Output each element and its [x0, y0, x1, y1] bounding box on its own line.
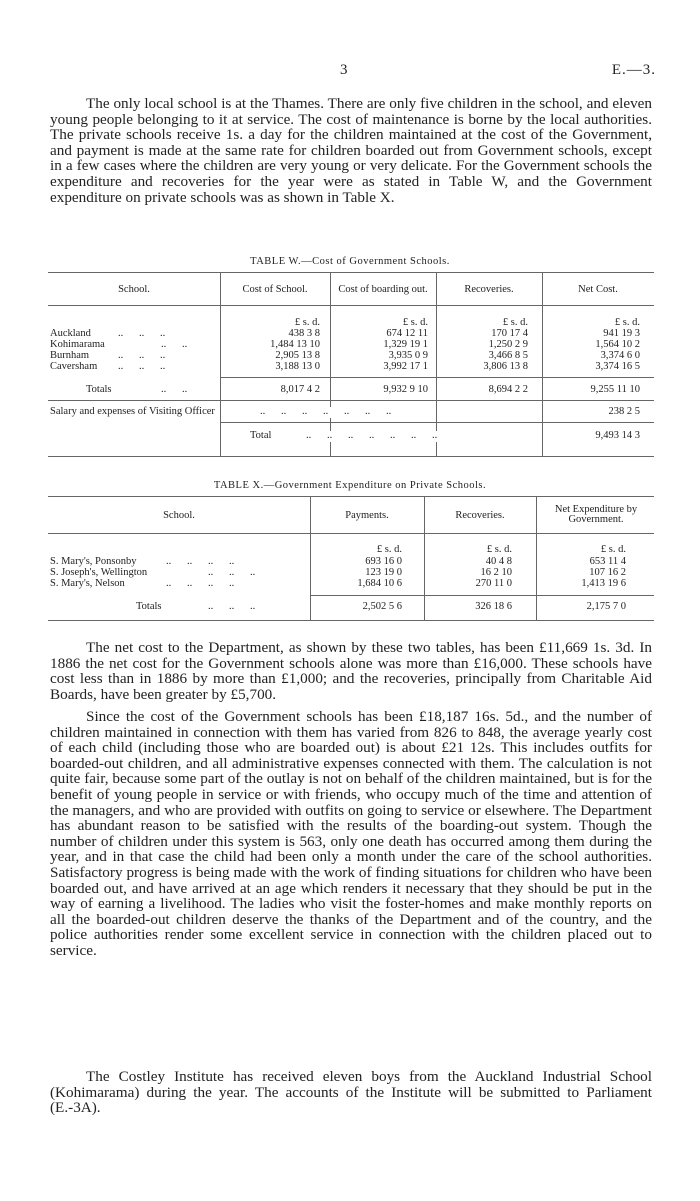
- table-x-units: £ s. d.: [376, 544, 402, 555]
- totals-label: Totals: [136, 601, 162, 612]
- boarding-value: 1,329 19 1: [383, 339, 428, 350]
- school-name: S. Joseph's, Wellington: [50, 567, 148, 578]
- table-w-divider: [220, 272, 221, 456]
- dot-leader: .. .. .. ..: [166, 556, 235, 567]
- cost-value: 3,188 13 0: [275, 361, 320, 372]
- cost-value: 438 3 8: [288, 328, 320, 339]
- school-name: Kohimarama: [50, 339, 105, 350]
- net-value: 1,413 19 6: [581, 578, 626, 589]
- boarding-total: 9,932 9 10: [383, 384, 428, 395]
- dot-leader: .. ..: [161, 339, 188, 350]
- net-value: 653 11 4: [589, 556, 626, 567]
- table-w-divider: [542, 272, 543, 456]
- paragraph-costley-institute: The Costley Institute has received eleven boys from the Auckland Industrial School (Kohimarama) during the year. The accounts of the Institute will be submitted to Parliament (E.-3A).: [50, 1068, 652, 1117]
- cost-total: 8,017 4 2: [280, 384, 320, 395]
- dot-leader: .. .. .. .. .. .. ..: [260, 406, 392, 417]
- salary-net: 238 2 5: [608, 406, 640, 417]
- cost-value: 1,484 13 10: [270, 339, 320, 350]
- table-x-header-payments: Payments.: [345, 510, 389, 521]
- table-w-divider: [330, 272, 331, 456]
- table-x-top-rule: [48, 496, 654, 497]
- table-x-units: £ s. d.: [486, 544, 512, 555]
- dot-leader: .. .. .. .. .. .. ..: [306, 430, 438, 441]
- recoveries-value: 1,250 2 9: [488, 339, 528, 350]
- recoveries-value: 3,466 8 5: [488, 350, 528, 361]
- table-x-header-school: School.: [163, 510, 195, 521]
- page-number: 3: [340, 62, 348, 78]
- table-x-divider: [536, 496, 537, 620]
- paragraph-cost-analysis: Since the cost of the Government schools has been £18,187 16s. 5d., and the number of children maintained in connection with them has varied from 826 to 848, the average yearly cost of each child (including those who are boarded out) is about £21 12s. This includes outfits for boarded-out children, and all administrative expenses connected with them. The calculation is not quite fair, because some part of the outlay is not on behalf of the children maintained, but is for the benefit of young people in service or with friends, who occupy much of the time and attention of the managers, and who are provided with outfits on going to service or elsewhere. The Department has abundant reason to be satisfied with the results of the boarding-out system. Though the number of children under this system is 563, only one death has occurred among them during the year, and in that case the child had been only a month under the care of the school authorities. Satisfactory progress is being made with the work of finding situations for children who have been boarded out, and have arrived at an age which renders it necessary that they should be put in the way of earning a livelihood. The ladies who visit the foster-homes and make monthly reports on all the boarded-out children deserve the thanks of the Department and of the country, and the police authorities render some excellent service in connection with the children placed out to service.: [50, 708, 652, 959]
- net-value: 3,374 16 5: [595, 361, 640, 372]
- grand-total-net: 9,493 14 3: [595, 430, 640, 441]
- school-name: S. Mary's, Nelson: [50, 578, 125, 589]
- recoveries-value: 40 4 8: [485, 556, 512, 567]
- table-x-sum-rule: [310, 595, 654, 596]
- total-label: Total: [250, 430, 272, 441]
- school-name: S. Mary's, Ponsonby: [50, 556, 137, 567]
- table-w-caption: TABLE W.—Cost of Government Schools.: [250, 256, 450, 267]
- net-total: 9,255 11 10: [590, 384, 640, 395]
- boarding-value: 674 12 11: [386, 328, 428, 339]
- table-w-header-recoveries: Recoveries.: [464, 284, 514, 295]
- recoveries-total: 8,694 2 2: [488, 384, 528, 395]
- table-w-units: £ s. d.: [614, 317, 640, 328]
- table-x-header-recoveries: Recoveries.: [455, 510, 505, 521]
- dot-leader: .. .. ..: [118, 350, 166, 361]
- dot-leader: .. .. ..: [208, 601, 256, 612]
- payments-value: 123 19 0: [365, 567, 402, 578]
- recoveries-value: 16 2 10: [480, 567, 512, 578]
- payments-total: 2,502 5 6: [362, 601, 402, 612]
- net-value: 1,564 10 2: [595, 339, 640, 350]
- table-w-header-net: Net Cost.: [578, 284, 618, 295]
- salary-label: Salary and expenses of Visiting Officer: [50, 406, 215, 417]
- table-x-bottom-rule: [48, 620, 654, 621]
- cost-value: 2,905 13 8: [275, 350, 320, 361]
- payments-value: 693 16 0: [365, 556, 402, 567]
- recoveries-value: 170 17 4: [491, 328, 528, 339]
- table-w-divider: [436, 272, 437, 456]
- school-name: Burnham: [50, 350, 90, 361]
- dot-leader: .. .. ..: [118, 361, 166, 372]
- school-name: Caversham: [50, 361, 98, 372]
- table-w-header-cost: Cost of School.: [242, 284, 308, 295]
- table-x-header-net: Net Expenditure by Government.: [554, 504, 638, 525]
- table-x-header-rule: [48, 533, 654, 534]
- table-w-units: £ s. d.: [402, 317, 428, 328]
- net-total: 2,175 7 0: [586, 601, 626, 612]
- boarding-value: 3,992 17 1: [383, 361, 428, 372]
- table-w-rule: [220, 422, 654, 423]
- table-w-header-rule: [48, 305, 654, 306]
- paragraph-intro: The only local school is at the Thames. There are only five children in the school, and eleven young people belonging to it at service. The cost of maintenance is borne by the local authorities. The private schools receive 1s. a day for the children maintained at the cost of the Government, and payment is made at the same rate for children boarded out from Government schools, except in a few cases where the children are very young or very delicate. For the Government schools the expenditure and recoveries for the year were as stated in Table W, and the Government expenditure on private schools was as shown in Table X.: [50, 95, 652, 206]
- table-w-header-boarding: Cost of boarding out.: [338, 284, 428, 295]
- payments-value: 1,684 10 6: [357, 578, 402, 589]
- totals-label: Totals: [86, 384, 112, 395]
- table-w-units: £ s. d.: [294, 317, 320, 328]
- recoveries-value: 3,806 13 8: [483, 361, 528, 372]
- table-x-caption: TABLE X.—Government Expenditure on Private Schools.: [213, 480, 487, 491]
- table-w-sum-rule: [220, 377, 654, 378]
- recoveries-total: 326 18 6: [475, 601, 512, 612]
- document-code: E.—3.: [611, 62, 656, 78]
- dot-leader: .. .. ..: [118, 328, 166, 339]
- table-w-top-rule: [48, 272, 654, 273]
- dot-leader: .. ..: [161, 384, 188, 395]
- dot-leader: .. .. ..: [208, 567, 256, 578]
- recoveries-value: 270 11 0: [475, 578, 512, 589]
- table-w-units: £ s. d.: [502, 317, 528, 328]
- net-value: 941 19 3: [603, 328, 640, 339]
- school-name: Auckland: [50, 328, 91, 339]
- net-value: 107 16 2: [589, 567, 626, 578]
- boarding-value: 3,935 0 9: [388, 350, 428, 361]
- paragraph-net-cost: The net cost to the Department, as shown by these two tables, has been £11,669 1s. 3d. In 1886 the net cost for the Government schools alone was more than £16,000. These schools have cost less than in 1886 by more than £1,000; and the recoveries, principally from Charitable Aid Boards, have been greater by £5,700.: [50, 639, 652, 703]
- table-x-units: £ s. d.: [600, 544, 626, 555]
- table-w-bottom-rule: [48, 456, 654, 457]
- net-value: 3,374 6 0: [600, 350, 640, 361]
- table-w-header-school: School.: [118, 284, 150, 295]
- table-w-rule: [48, 400, 654, 401]
- dot-leader: .. .. .. ..: [166, 578, 235, 589]
